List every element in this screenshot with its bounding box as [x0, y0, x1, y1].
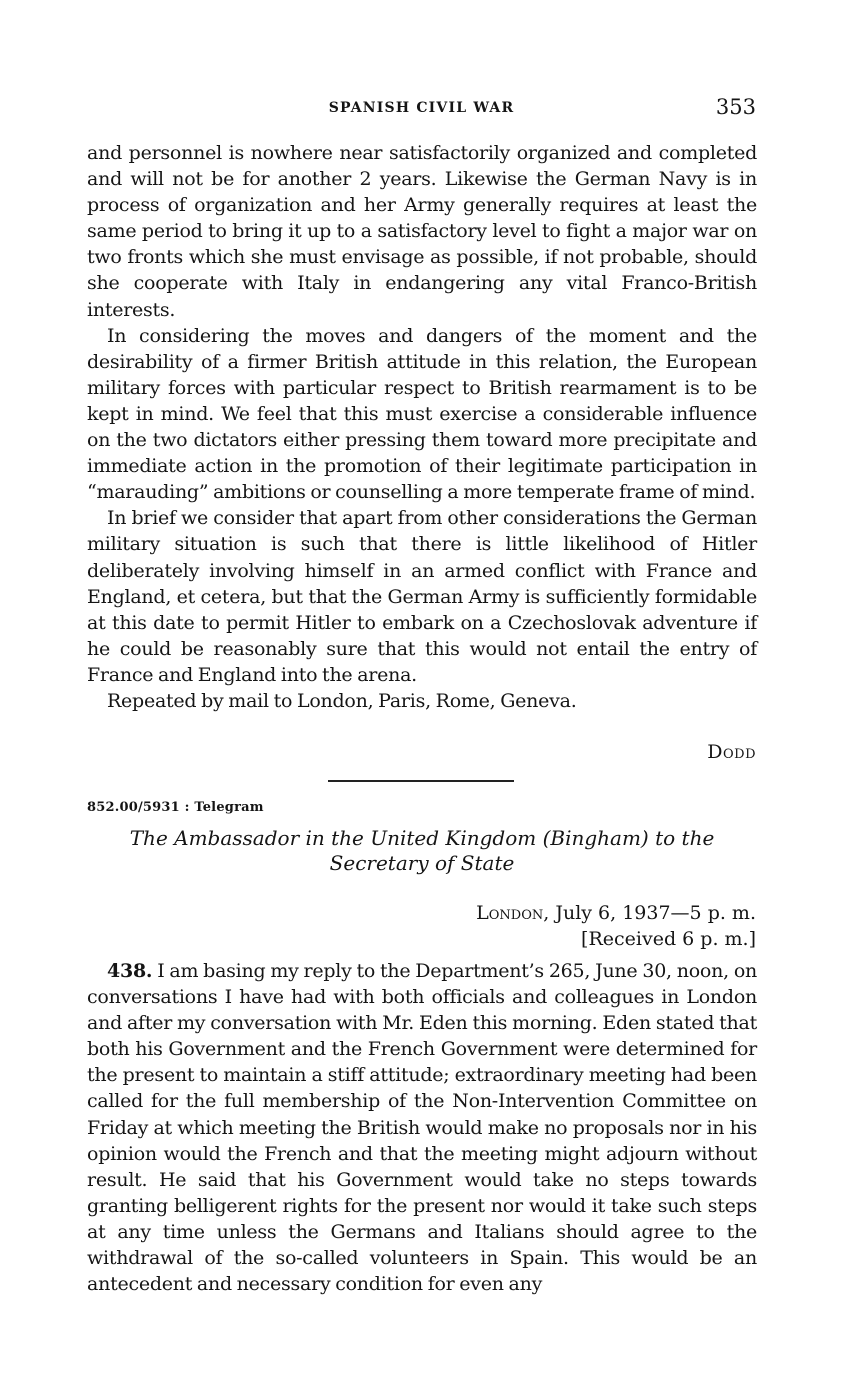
signature: Dodd — [707, 741, 756, 763]
page-number: 353 — [715, 95, 756, 119]
running-title: SPANISH CIVIL WAR — [328, 100, 515, 116]
paragraph: In brief we consider that apart from other considerations the German military situation is such that there is little likelihood of Hitler deliberately involving himself in an armed conflict with France and England, et cetera, but that the German Army is sufficiently formidable at this date to permit Hitler to embark on a Czechoslovak adventure if he could be reasonably sure that this would not entail the entry of France and England into the arena. — [87, 507, 757, 686]
paragraph: In considering the moves and dangers of the moment and the desirability of a firmer British attitude in this relation, the European military forces with particular respect to British rearmament is to be kept in mind. We feel that this must exercise a considerable influence on the two dictators either pressing them toward more precipitate and immediate action in the promotion of their legitimate participation in “marauding” ambitions or counselling a more temperate frame of mind. — [87, 324, 757, 504]
date-line — [476, 900, 756, 926]
telegram-body: I am basing my reply to the Department’s 265, June 30, noon, on conversations I have had with both officials and colleagues in London and after my conversation with Mr. Eden this morning. Eden stated that both his Government and the French Government were determined for the present to maintain a stiff attitude; extraordinary meeting had been called for the full membership of the Non-Intervention Committee on Friday at which meeting the British would make no proposals nor in his opinion would the French and that the meeting might adjourn without result. He said that his Government would take no steps towards granting belligerent rights for the present nor would it take such steps at any time unless the Germans and Italians should agree to the withdrawal of the so-called volunteers in Spain. This would be an antecedent and necessary condition for even any — [87, 960, 757, 1296]
date-time: July 6, 1937—5 p. m. — [549, 902, 756, 924]
place: London, — [476, 902, 550, 924]
previous-document-text — [87, 140, 757, 714]
document-heading: The Ambassador in the United Kingdom (Bingham) to the Secretary of State — [129, 826, 715, 875]
paragraph-continued: and personnel is nowhere near satisfactorily organized and completed and will not be for another 2 years. Likewise the German Navy is in process of organization and her Army generally requires at least the same period to bring it up to a satisfactory level to fight a major war on two fronts which she must envisage as possible, if not probable, should she cooperate with Italy in endangering any vital Franco-British interests. — [87, 142, 757, 321]
telegram-paragraph — [87, 958, 757, 1297]
dateline — [476, 900, 756, 952]
received-line: [Received 6 p. m.] — [581, 928, 756, 950]
telegram-number: 438. — [107, 960, 153, 982]
telegram-text — [87, 958, 757, 1297]
file-number: 852.00/5931 : Telegram — [87, 800, 264, 815]
running-header — [87, 95, 756, 123]
paragraph-repeated-note: Repeated by mail to London, Paris, Rome, Geneva. — [107, 689, 577, 712]
section-divider — [328, 780, 514, 782]
